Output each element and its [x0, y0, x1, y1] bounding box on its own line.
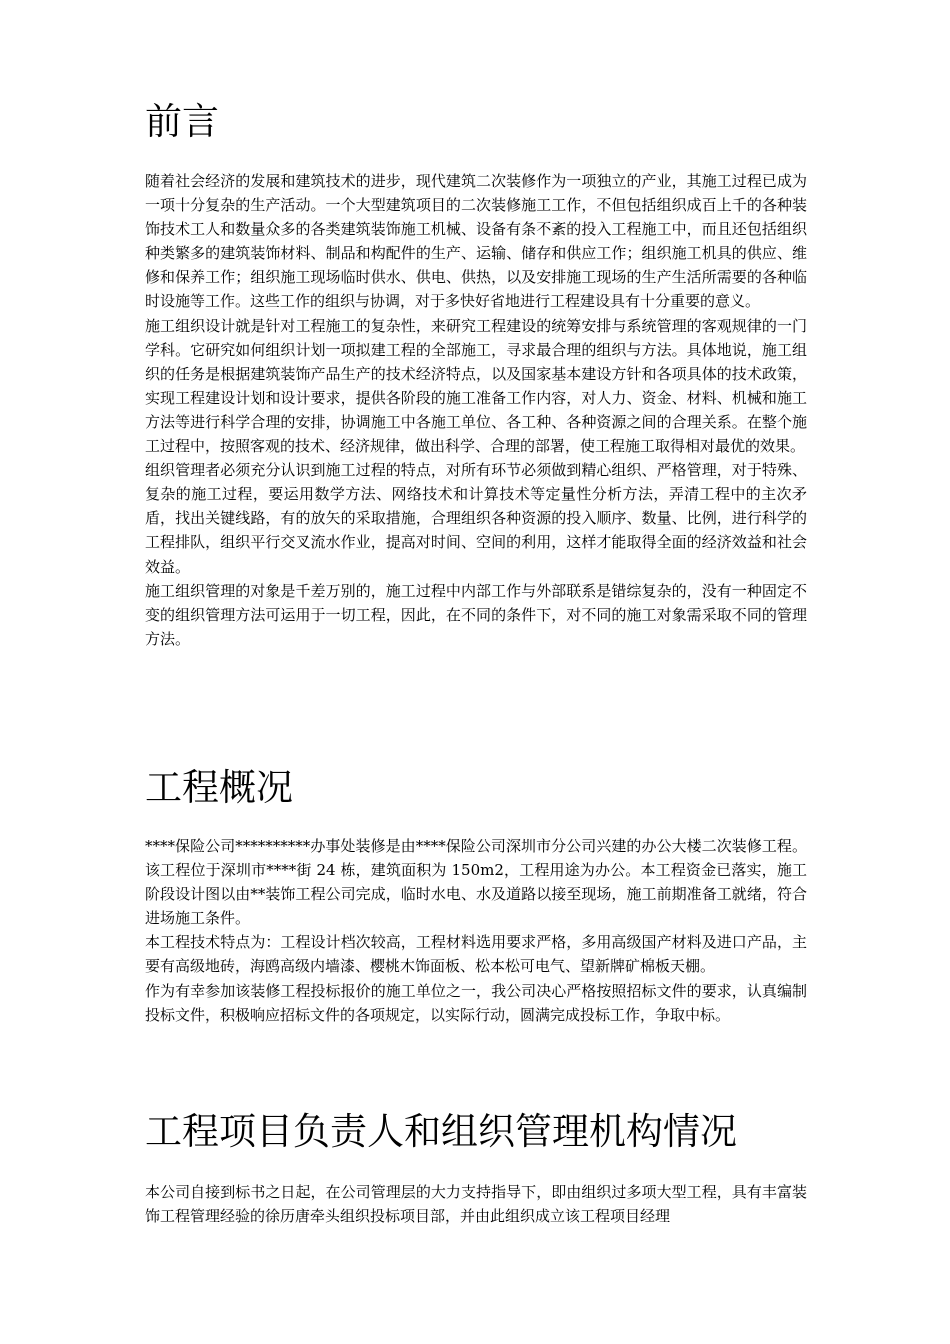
paragraph: 作为有幸参加该装修工程投标报价的施工单位之一，我公司决心严格按照招标文件的要求，认真编制投标文件，积极响应招标文件的各项规定，以实际行动，圆满完成投标工作，争取中标。: [145, 981, 807, 1024]
section-heading-preface: 前言: [145, 100, 219, 143]
section-body-preface: [145, 169, 807, 651]
section-body-project-management: [145, 1180, 807, 1228]
paragraph: 随着社会经济的发展和建筑技术的进步，现代建筑二次装修作为一项独立的产业，其施工过程已成为一项十分复杂的生产活动。一个大型建筑项目的二次装修施工工作，不但包括组织成百上千的各种装饰技术工人和数量众多的各类建筑装饰施工机械、设备有条不紊的投入工程施工中，而且还包括组织种类繁多的建筑装饰材料、制品和构配件的生产、运输、储存和供应工作；组织施工机具的供应、维修和保养工作；组织施工现场临时供水、供电、供热，以及安排施工现场的生产生活所需要的各种临时设施等工作。这些工作的组织与协调，对于多快好省地进行工程建设具有十分重要的意义。: [145, 172, 807, 311]
section-heading-project-overview: 工程概况: [145, 766, 293, 809]
paragraph: 本工程技术特点为：工程设计档次较高，工程材料选用要求严格，多用高级国产材料及进口产品，主要有高级地砖，海鸥高级内墙漆、樱桃木饰面板、松本松可电气、望新牌矿棉板天棚。: [145, 933, 807, 976]
paragraph: 施工组织管理的对象是千差万别的，施工过程中内部工作与外部联系是错综复杂的，没有一种固定不变的组织管理方法可运用于一切工程，因此，在不同的条件下，对不同的施工对象需采取不同的管理方法。: [145, 581, 807, 648]
paragraph: 组织管理者必须充分认识到施工过程的特点，对所有环节必须做到精心组织、严格管理，对于特殊、复杂的施工过程，要运用数学方法、网络技术和计算技术等定量性分析方法，弄清工程中的主次矛盾，找出关键线路，有的放矢的采取措施，合理组织各种资源的投入顺序、数量、比例，进行科学的工程排队，组织平行交叉流水作业，提高对时间、空间的利用，这样才能取得全面的经济效益和社会效益。: [145, 461, 807, 576]
section-body-project-overview: [145, 834, 807, 1027]
section-heading-project-management: 工程项目负责人和组织管理机构情况: [145, 1110, 737, 1153]
paragraph: 本公司自接到标书之日起，在公司管理层的大力支持指导下，即由组织过多项大型工程，具有丰富装饰工程管理经验的徐历唐牵头组织投标项目部，并由此组织成立该工程项目经理: [145, 1183, 807, 1226]
paragraph: ****保险公司**********办事处装修是由****保险公司深圳市分公司兴建的办公大楼二次装修工程。该工程位于深圳市****街 24 栋，建筑面积为 150m2，工程用途为办公。本工程资金已落实，施工阶段设计图以由**装饰工程公司完成，临时水电、水及道路以接至现场，施工前期准备工就绪，符合进场施工条件。: [145, 837, 807, 928]
paragraph: 施工组织设计就是针对工程施工的复杂性，来研究工程建设的统筹安排与系统管理的客观规律的一门学科。它研究如何组织计划一项拟建工程的全部施工，寻求最合理的组织与方法。具体地说，施工组织的任务是根据建筑装饰产品生产的技术经济特点，以及国家基本建设方针和各项具体的技术政策，实现工程建设计划和设计要求，提供各阶段的施工准备工作内容，对人力、资金、材料、机械和施工方法等进行科学合理的安排，协调施工中各施工单位、各工种、各种资源之间的合理关系。在整个施工过程中，按照客观的技术、经济规律，做出科学、合理的部署，使工程施工取得相对最优的效果。: [145, 316, 807, 456]
